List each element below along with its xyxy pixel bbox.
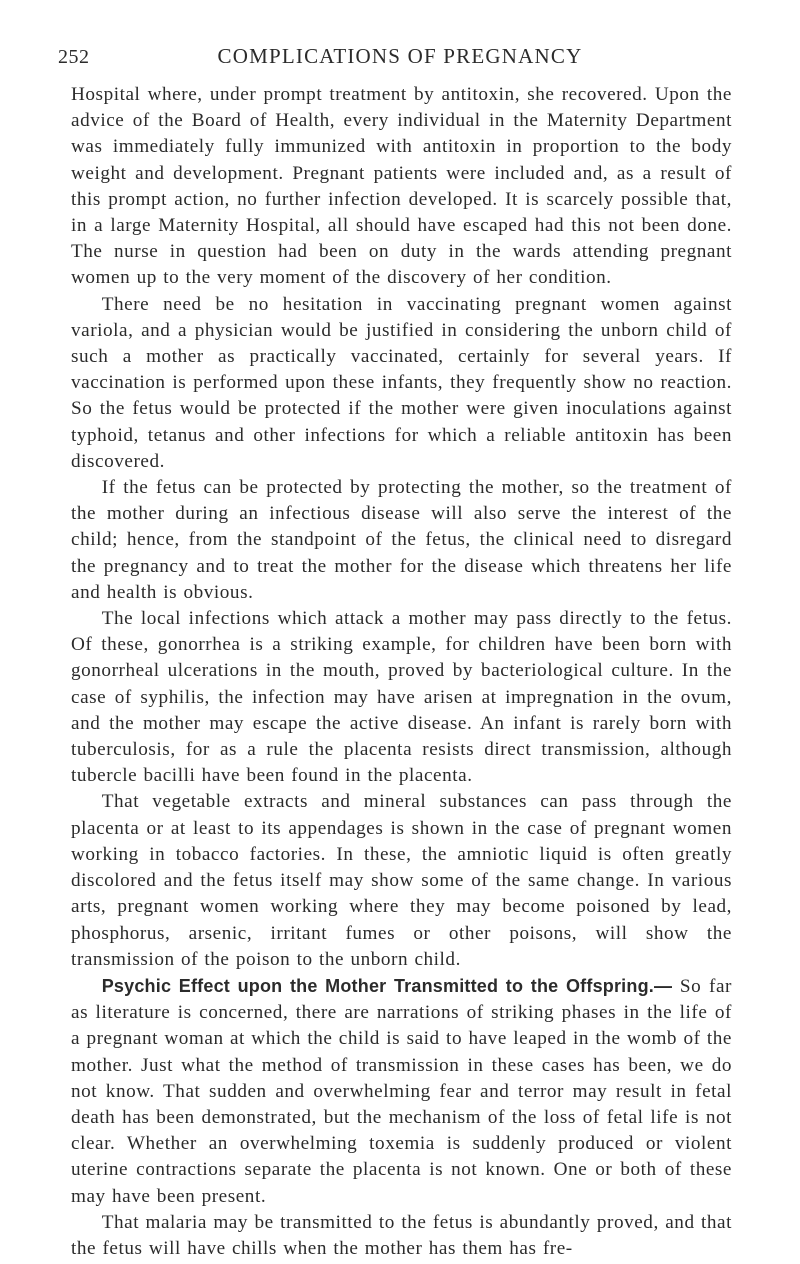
- section-body: So far as literature is concerned, there are narrations of striking phases in the life of a pregnant woman at which the child is said to have leaped in the womb of the mother. Just what the method of transmission in these cases has been, we do not know. That sudden and overwhelming fear and terror may result in fetal death has been demonstrated, but the mechanism of the loss of fetal life is not clear. Whether an overwhelming toxemia is suddenly produced or violent uterine contractions separate the placenta is not known. One or both of these may have been present.: [71, 975, 732, 1207]
- body-text: [71, 82, 732, 1262]
- running-title: COMPLICATIONS OF PREGNANCY: [217, 44, 583, 68]
- paragraph-1: Hospital where, under prompt treatment by antitoxin, she recovered. Upon the advice of the Board of Health, every individual in the Maternity Department was immediately fully immunized with antitoxin in proportion to the body weight and development. Pregnant patients were included and, as a result of this prompt action, no further infection developed. It is scarcely possible that, in a large Maternity Hospital, all should have escaped had this not been done. The nurse in question had been on duty in the wards attending pregnant women up to the very moment of the discovery of her condition.: [71, 84, 732, 289]
- page-number: 252: [58, 46, 90, 68]
- paragraph-4: The local infections which attack a mother may pass directly to the fetus. Of these, gonorrhea is a striking example, for children have been born with gonorrheal ulcerations in the mouth, proved by bacteriological culture. In the case of syphilis, the infection may have arisen at impregnation in the ovum, and the mother may escape the active disease. An infant is rarely born with tuberculosis, for as a rule the placenta resists direct transmission, although tubercle bacilli have been found in the placenta.: [71, 608, 732, 787]
- paragraph-final: That malaria may be transmitted to the fetus is abundantly proved, and that the fetus will have chills when the mother has them has fre-: [71, 1211, 732, 1259]
- section-heading: Psychic Effect upon the Mother Transmitted to the Offspring.—: [101, 975, 673, 996]
- paragraph-2: There need be no hesitation in vaccinating pregnant women against variola, and a physician would be justified in considering the unborn child of such a mother as practically vaccinated, certainly for several years. If vaccination is performed upon these infants, they frequently show no reaction. So the fetus would be protected if the mother were given inoculations against typhoid, tetanus and other infections for which a reliable antitoxin has been discovered.: [71, 293, 732, 472]
- paragraph-5: That vegetable extracts and mineral substances can pass through the placenta or at least to its appendages is shown in the case of pregnant women working in tobacco factories. In these, the amniotic liquid is often greatly discolored and the fetus itself may show some of the same change. In various arts, pregnant women working where they may become poisoned by lead, phosphorus, arsenic, irritant fumes or other poisons, will show the transmission of the poison to the unborn child.: [71, 791, 732, 970]
- paragraph-3: If the fetus can be protected by protecting the mother, so the treatment of the mother during an infectious disease will also serve the interest of the child; hence, from the standpoint of the fetus, the clinical need to disregard the pregnancy and to treat the mother for the disease which threatens her life and health is obvious.: [71, 477, 732, 603]
- page-header: [0, 44, 800, 74]
- section-paragraph: [71, 973, 732, 1210]
